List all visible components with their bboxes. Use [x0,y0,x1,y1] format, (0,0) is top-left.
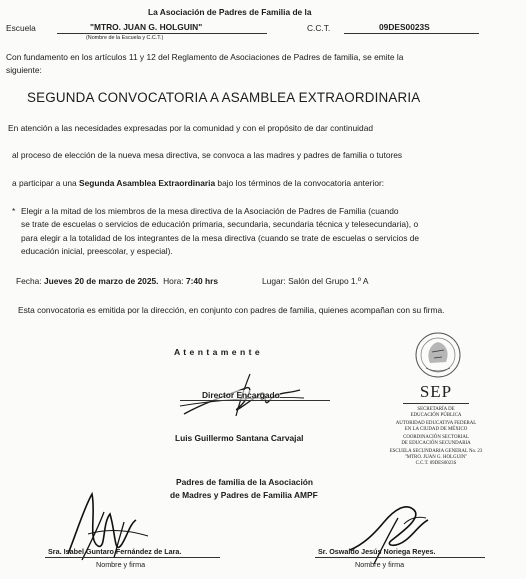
body-paragraph-1: En atención a las necesidades expresadas por la comunidad y con el propósito de dar continuidad [8,123,374,133]
sep-official-seal [370,330,502,490]
intro-line-2: siguiente: [6,65,42,75]
seal-line-2: EDUCACIÓN PÚBLICA [410,413,462,418]
parents-line-1: Padres de familia de la Asociación [176,477,314,487]
meeting-place: Lugar: Salón del Grupo 1.º A [262,276,369,286]
bullet-line-4: educación inicial, preescolar, y especial). [21,246,173,256]
seal-line-1: SECRETARÍA DE [417,407,455,412]
left-signer-caption: Nombre y firma [96,560,146,569]
cct-label: C.C.T. [307,23,331,33]
seal-line-3: AUTORIDAD EDUCATIVA FEDERAL [395,421,477,426]
director-name: Luis Guillermo Santana Carvajal [175,433,304,443]
association-title: La Asociación de Padres de Familia de la [148,7,312,17]
parents-line-2: de Madres y Padres de Familia AMPF [170,490,318,500]
meeting-time: 7:40 hrs [185,276,219,286]
right-signature-line [315,557,485,558]
seal-line-5: COORDINACIÓN SECTORIAL [403,435,469,440]
bullet-line-1: Elegir a la mitad de los miembros de la mesa directiva de la Asociación de Padres de Familia (cuando [21,206,399,216]
seal-line-7: ESCUELA SECUNDARIA GENERAL No. 23 [389,449,483,454]
seal-line-8: "MTRO. JUAN G. HOLGUIN" [404,455,468,460]
meeting-date: Jueves 20 de marzo de 2025. [43,276,159,286]
closing-statement: Esta convocatoria es emitida por la dirección, en conjunto con padres de familia, quienes acompañan con su firma. [18,305,445,315]
assembly-name: Segunda Asamblea Extraordinaria [79,178,216,188]
document-title: SEGUNDA CONVOCATORIA A ASAMBLEA EXTRAORDINARIA [27,90,421,105]
intro-line-1: Con fundamento en los artículos 11 y 12 del Reglamento de Asociaciones de Padres de familia, se emite la [6,52,404,62]
left-signature-line [45,557,220,558]
body-paragraph-2: al proceso de elección de la nueva mesa directiva, se convoca a las madres y padres de familia o tutores [12,150,403,160]
school-name: "MTRO. JUAN G. HOLGUIN" [90,22,203,32]
school-underline [57,33,267,34]
seal-line-4: EN LA CIUDAD DE MÉXICO [404,427,468,432]
cct-value: 09DES0023S [379,22,430,32]
seal-line-6: DE EDUCACIÓN SECUNDARIA [401,441,471,446]
director-role: Director Encargado [202,390,280,400]
seal-line-9: C.C.T. 09DES0023S [415,461,457,466]
body-paragraph-3: a participar a una Segunda Asamblea Extraordinaria bajo los términos de la convocatoria anterior: [12,178,385,188]
school-caption: (Nombre de la Escuela y C.C.T.) [86,35,164,41]
sep-logo-rule [403,403,469,404]
bullet-line-2: se trate de escuelas o servicios de educación primaria, secundaria, secundaria técnica y telesecundaria), o [21,219,419,229]
mexican-coat-of-arms-icon [408,330,468,380]
cct-underline [344,33,479,34]
atentamente-label: A t e n t a m e n t e [174,347,260,357]
director-underline [180,400,330,401]
bullet-marker: * [12,206,16,216]
sep-logo: SEP [419,382,453,401]
right-signer-name: Sr. Oswaldo Jesús Noriega Reyes. [318,547,436,556]
right-signer-caption: Nombre y firma [355,560,405,569]
left-signer-name: Sra. Isabel Guntaro Fernández de Lara. [48,547,182,556]
meeting-date-time: Fecha: Jueves 20 de marzo de 2025. Hora: 7:40 hrs [16,276,219,286]
bullet-line-3: para elegir a la totalidad de los integrantes de la mesa directiva (cuando se trate de escuelas o servicios de [21,233,420,243]
school-label: Escuela [6,23,36,33]
